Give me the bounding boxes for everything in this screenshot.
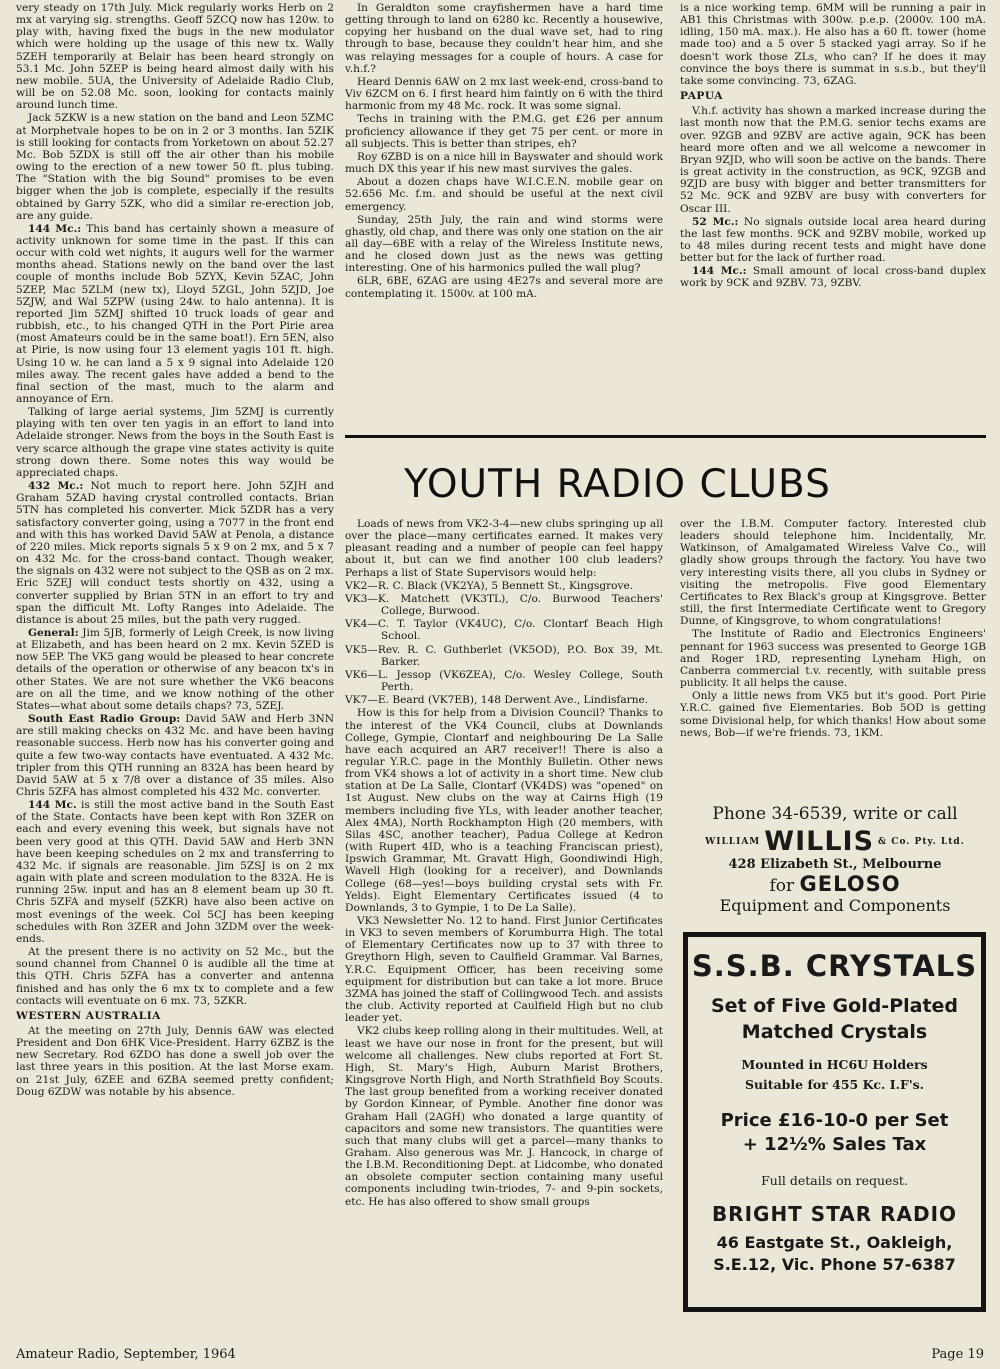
paragraph: This band has certainly shown a measure of activity unknown for some time in the past. If this can occur with cold wet nights, it augurs well for the warmer months ahead. Stations newly on the band over the last couple of months include Bob 5ZYX, Kevin 5ZAC, John 5ZEP, Mac 5ZLM (new tx), Lloyd 5ZGL, John 5ZJD, Joe 5ZJW, and Wal 5ZPW (using 24w. to halo antenna). It is reported Jim 5ZMJ shifted 10 truck loads of gear and rubbish, etc., to his changed QTH in the Port Pirie area (most Amateurs could be in the same boat!). Ern 5EN, also at Pirie, is now using four 13 element yagis 101 ft. high. Using 10 w. he can land a 5 x 9 signal into Adelaide 120 miles away. The recent gales have added a bend to the final section of the mast, much to the alarm and annoyance of Ern. <box>16 222 334 405</box>
paragraph: Sunday, 25th July, the rain and wind storms were ghastly, old chap, and there was only one station on the air all day—6BE with a relay of the Wireless Institute news, and he closed down just as the news was getting interesting. One of his harmonics pulled the wall plug? <box>345 213 663 275</box>
willis-advertisement <box>690 800 980 920</box>
paragraph: Roy 6ZBD is on a nice hill in Bayswater and should work much DX this year if his new mast survives the gales. <box>345 150 663 176</box>
page-number: Page 19 <box>931 1347 984 1362</box>
section-heading-western-australia: WESTERN AUSTRALIA <box>16 1009 161 1022</box>
subhead: 432 Mc.: <box>28 480 84 493</box>
paragraph: is a nice working temp. 6MM will be running a pair in AB1 this Christmas with 300w. p.e.p. (2000v. 100 mA. idling, 150 mA. max.). He also has a 60 ft. tower (home made too) and a 5 over 5 stacked yagi array. So if he doesn't work those ZLs, who can? If he does it may convince the boys there is summat in s.s.b., but they'll take some convincing. 73, 6ZAG. <box>680 2 986 87</box>
paragraph: very steady on 17th July. Mick regularly works Herb on 2 mx at varying sig. strengths. Geoff 5ZCQ now has 120w. to play with, having fixed the bugs in the new modulator which were holding up the usage of this new tx. Wally 5ZEH temporarily at Belair has been heard strongly on 53.1 Mc. John 5ZEP is being heard almost daily with his new mobile. 5UA, the University of Adelaide Radio Club, will be on 52.08 Mc. soon, looking for contacts mainly around lunch time. <box>16 2 334 112</box>
ad-address: S.E.12, Vic. Phone 57-6387 <box>713 1255 956 1274</box>
section-heading-papua: PAPUA <box>680 90 724 103</box>
column-5 <box>680 518 986 773</box>
column-2 <box>345 2 663 387</box>
ad-line: Set of Five Gold-Plated <box>710 995 959 1017</box>
paragraph: VK2 clubs keep rolling along in their multitudes. Well, at least we have our nose in front for the present, but will welcome all challenges. New clubs reported at Fort St. High, St. Mary's High, Auburn Marist Brothers, Kingsgrove North High, and North Strathfield Boy Scouts. The last group benefited from a working receiver donated by Gordon Kinnear, of Pymble. Another fine donor was Graham Hall (2AGH) who donated a large quantity of capacitors and some new transistors. The quantities were such that many clubs will get a parcel—many thanks to Graham. Also generous was Mr. J. Hancock, in charge of the I.B.M. Reconditioning Dept. at Lidcombe, who donated an obsolete computer section containing many useful components including twin-triodes, 7- and 9-pin sockets, etc. He has also offered to show small groups <box>345 1025 663 1208</box>
ad-title: S.S.B. CRYSTALS <box>691 949 978 983</box>
ad-line: Equipment and Components <box>719 896 951 915</box>
ad-geloso: GELOSO <box>799 872 901 896</box>
subhead: 144 Mc.: <box>28 222 82 235</box>
supervisor-item: VK4—C. T. Taylor (VK4UC), C/o. Clontarf Beach High School. <box>345 618 663 643</box>
paragraph: At the present there is no activity on 52 Mc., but the sound channel from Channel 0 is audible all the time at this QTH. Chris 5ZFA has a converter and antenna finished and has only the 6 mx tx to complete and a few contacts will eventuate on 6 mx. 73, 5ZKR. <box>16 946 334 1007</box>
ad-address: 46 Eastgate St., Oakleigh, <box>716 1233 953 1252</box>
ad-line: Phone 34-6539, write or call <box>712 804 958 824</box>
paragraph: 6LR, 6BE, 6ZAG are using 4E27s and several more are contemplating it. 1500v. at 100 mA. <box>345 275 663 300</box>
paragraph: Jack 5ZKW is a new station on the band and Leon 5ZMC at Morphetvale hopes to be on in 2 or 3 months. Ian 5ZIK is still looking for contacts from Yorketown on about 52.27 Mc. Bob 5ZDX is still off the air other than his mobile owing to the erection of a new tower 50 ft. plus tubing. The "Station with the big Sound" promises to be even bigger when the job is complete, especially if the results obtained by Garry 5ZK, who did a similar re-erection job, are any guide. <box>16 112 334 222</box>
subhead: South East Radio Group: <box>28 713 181 726</box>
ssb-crystals-advertisement <box>683 932 986 1312</box>
paragraph: About a dozen chaps have W.I.C.E.N. mobile gear on 52.656 Mc. f.m. and should be useful at the next civil emergency. <box>345 176 663 213</box>
paragraph: V.h.f. activity has shown a marked increase during the last month now that the P.M.G. senior techs exams are over. 9ZGB and 9ZBV are active again, 9CK has been heard more often and we all welcome a newcomer in Bryan 9ZJD, who will soon be active on the bands. There is great activity in the construction, as 9CK, 9ZGB and 9ZJD are busy with bigger and better transmitters for 52 Mc. 9CK and 9ZBV are busy with converters for Oscar III. <box>680 105 986 215</box>
paragraph: Jim 5JB, formerly of Leigh Creek, is now living at Elizabeth, and has been heard on 2 mx. Kevin 5ZED is now 5EP. The VK5 gang would be pleased to hear concrete details of the operation or otherwise of any beacon tx's in other States. We are not sure whether the VK6 beacons are on all the time, and we know nothing of the other States—what about some details chaps? 73, 5ZEJ. <box>16 626 334 712</box>
ad-address: 428 Elizabeth St., Melbourne <box>728 857 942 872</box>
supervisor-item: VK3—K. Matchett (VK3TL), C/o. Burwood Teachers' College, Burwood. <box>345 592 663 618</box>
paragraph: is still the most active band in the South East of the State. Contacts have been kept with Ron 3ZER on each and every evening this week, but signals have not been very good at this QTH. David 5AW and Herb 3NN have been keeping schedules on 2 mx and transferring to 432 Mc. if signals are reasonable. Jim 5ZSJ is on 2 mx again with plate and screen modulation to the 832A. He is running 25w. input and has an 8 element beam up 30 ft. Chris 5ZFA and myself (5ZKR) have also been active on most evenings of the week. Col 5CJ has been keeping schedules with Ron 3ZER and John 3ZDM over the week-ends. <box>16 799 334 945</box>
footer-publication: Amateur Radio, September, 1964 <box>16 1347 236 1362</box>
ad-line: Mounted in HC6U Holders <box>741 1057 928 1072</box>
paragraph: Heard Dennis 6AW on 2 mx last week-end, cross-band to Viv 6ZCM on 6. I first heard him faintly on 6 with the third harmonic from my 48 Mc. rock. It was some signal. <box>345 75 663 113</box>
paragraph: Only a little news from VK5 but it's good. Port Pirie Y.R.C. gained five Elementaries. Bob 5OD is getting some Divisional help, for which thanks! How about some news, Bob—if we're friends. 73, 1KM. <box>680 690 986 739</box>
supervisor-item: VK5—Rev. R. C. Guthberlet (VK5OD), P.O. Box 39, Mt. Barker. <box>345 643 663 668</box>
paragraph: Loads of news from VK2-3-4—new clubs springing up all over the place—many certificates earned. It makes very pleasant reading and a number of people can feel happy about it, but can we find another 100 club leaders? Perhaps a list of State Supervisors would help: <box>345 518 663 579</box>
supervisor-item: VK6—L. Jessop (VK6ZEA), C/o. Wesley College, South Perth. <box>345 668 663 694</box>
ad-tax: + 12½% Sales Tax <box>742 1134 927 1155</box>
ad-for-row <box>690 872 980 896</box>
paragraph: No signals outside local area heard during the last few months. 9CK and 9ZBV mobile, worked up to 48 miles during recent tests and might have done better but for the lack of further road. <box>680 215 986 265</box>
ad-details: Full details on request. <box>761 1173 908 1188</box>
paragraph: In Geraldton some crayfishermen have a hard time getting through to land on 6280 kc. Recently a housewive, copying her husband on the dual wave set, had to ring through to base, because they couldn't hear him, and she was relaying messages for a couple of hours. A case for v.h.f.? <box>345 2 663 75</box>
paragraph: Talking of large aerial systems, Jim 5ZMJ is currently playing with ten over ten yagis in an effort to land into Adelaide stronger. News from the boys in the South East is very scarce although the grape vine states activity is quite strong down there. Some notes this way would be appreciated chaps. <box>16 406 334 479</box>
ad-line: Suitable for 455 Kc. I.F's. <box>744 1077 925 1092</box>
subhead: 52 Mc.: <box>692 215 739 228</box>
section-divider <box>345 435 986 438</box>
page-title: YOUTH RADIO CLUBS <box>404 462 831 507</box>
column-3 <box>680 2 986 387</box>
paragraph: How is this for help from a Division Council? Thanks to the interest of the VK4 Council, clubs at Downlands College, Gympie, Clontarf and neighbouring De La Salle have each acquired an AR7 receiver!! There is also a regular Y.R.C. page in the Monthly Bulletin. Other news from VK4 shows a lot of activity in a short time. New club station at De La Salle, Clontarf (VK4DS) was "opened" on 1st August. New clubs on the way at Cairns High (19 members including five YLs, with leader another teacher, Alex 4MA), North Rockhampton High (20 members, with Silas 4SC, another teacher), Padua College at Kedron (with Rupert 4ID, who is a teaching Franciscan priest), Ipswich Grammar, Mt. Gravatt High, Goondiwindi High, Wavell High (looking for a receiver), and Downlands College (68—yes!—boys building crystal sets with Fr. Yelds). Eight Elementary Certificates issued (4 to Downlands, 3 to Gympie, 1 to De La Salle). <box>345 707 663 914</box>
paragraph: Not much to report here. John 5ZJH and Graham 5ZAD having crystal controlled contacts. Brian 5TN has completed his converter. Mick 5ZDR has a very satisfactory converter going, using a 7077 in the front end and with this has worked David 5AW at Penola, a distance of 220 miles. Mick reports signals 5 x 9 on 2 mx, and 5 x 7 on 432 Mc. for the cross-band contact. Though weaker, the signals on 432 were not subject to the QSB as on 2 mx. Eric 5ZEJ will conduct tests shortly on 432, using a converter supplied by Brian 5TN in an effort to try and span the difficult Mt. Lofty Ranges into Adelaide. The distance is about 25 miles, but the path very rugged. <box>16 480 334 626</box>
ad-willis: WILLIS <box>764 826 875 857</box>
paragraph: The Institute of Radio and Electronics Engineers' pennant for 1963 success was presented to George 1GB and Roger 1RD, representing Lyneham High, on Canberra commercial t.v. recently, with suitable press publicity. It all helps the cause. <box>680 628 986 690</box>
subhead: 144 Mc.: <box>692 265 747 278</box>
paragraph: VK3 Newsletter No. 12 to hand. First Junior Certificates in VK3 to seven members of Korumburra High. The total of Elementary Certificates now up to 37 with three to Greythorn High, seven to Caulfield Grammar. Val Barnes, Y.R.C. Equipment Officer, has been receiving some equipment for distribution but can take a lot more. Bruce 3ZMA has joined the staff of Collingwood Tech. and assists the club. Activity reported at Caulfield High but no club leader yet. <box>345 915 663 1025</box>
paragraph: over the I.B.M. Computer factory. Interested club leaders should telephone him. Incidentally, Mr. Watkinson, of Amalgamated Wireless Valve Co., will gladly show groups through the factory. You have two very interesting visits there, all you clubs in Sydney or visiting the metropolis. Five good Elementary Certificates to Rex Black's group at Kingsgrove. Better still, the first Intermediate Certificate went to Gregory Dunne, of Kingsgrove, to whom congratulations! <box>680 518 986 628</box>
supervisor-item: VK2—R. C. Black (VK2YA), 5 Bennett St., Kingsgrove. <box>345 579 634 592</box>
ad-for: for <box>769 876 795 896</box>
ad-company: BRIGHT STAR RADIO <box>711 1202 958 1226</box>
ad-line: Matched Crystals <box>741 1021 928 1043</box>
paragraph: At the meeting on 27th July, Dennis 6AW was elected President and Don 6HK Vice-President. Harry 6ZBZ is the new Secretary. Rod 6ZDO has done a swell job over the last three years in this position. At the last Morse exam. on 21st July, 6ZEE and 6ZBA seemed pretty confident; Doug 6ZDW was notable by his absence. <box>16 1024 334 1098</box>
column-4 <box>345 518 663 1328</box>
ad-copty: & Co. Pty. Ltd. <box>878 836 965 847</box>
supervisor-item: VK7—E. Beard (VK7EB), 148 Derwent Ave., Lindisfarne. <box>345 694 649 707</box>
subhead: General: <box>28 626 79 639</box>
column-1 <box>16 2 334 1327</box>
ad-price: Price £16-10-0 per Set <box>720 1110 949 1131</box>
ad-william: WILLIAM <box>705 836 761 847</box>
paragraph: Techs in training with the P.M.G. get £26 per annum proficiency allowance if they get 75 per cent. or more in all subjects. This is better than stripes, eh? <box>345 113 663 150</box>
ad-brand-row <box>690 826 980 857</box>
paragraph: Small amount of local cross-band duplex work by 9CK and 9ZBV. 73, 9ZBV. <box>680 265 986 290</box>
paragraph: David 5AW and Herb 3NN are still making checks on 432 Mc. and have been having reasonable success. Herb now has his converter going and quite a few two-way contacts have eventuated. A 432 Mc. tripler from this QTH running an 832A has been heard by David 5AW at 5 x 7/8 over a distance of 35 miles. Also Chris 5ZFA has almost completed his 432 Mc. converter. <box>16 713 334 798</box>
subhead: 144 Mc. <box>28 799 77 812</box>
